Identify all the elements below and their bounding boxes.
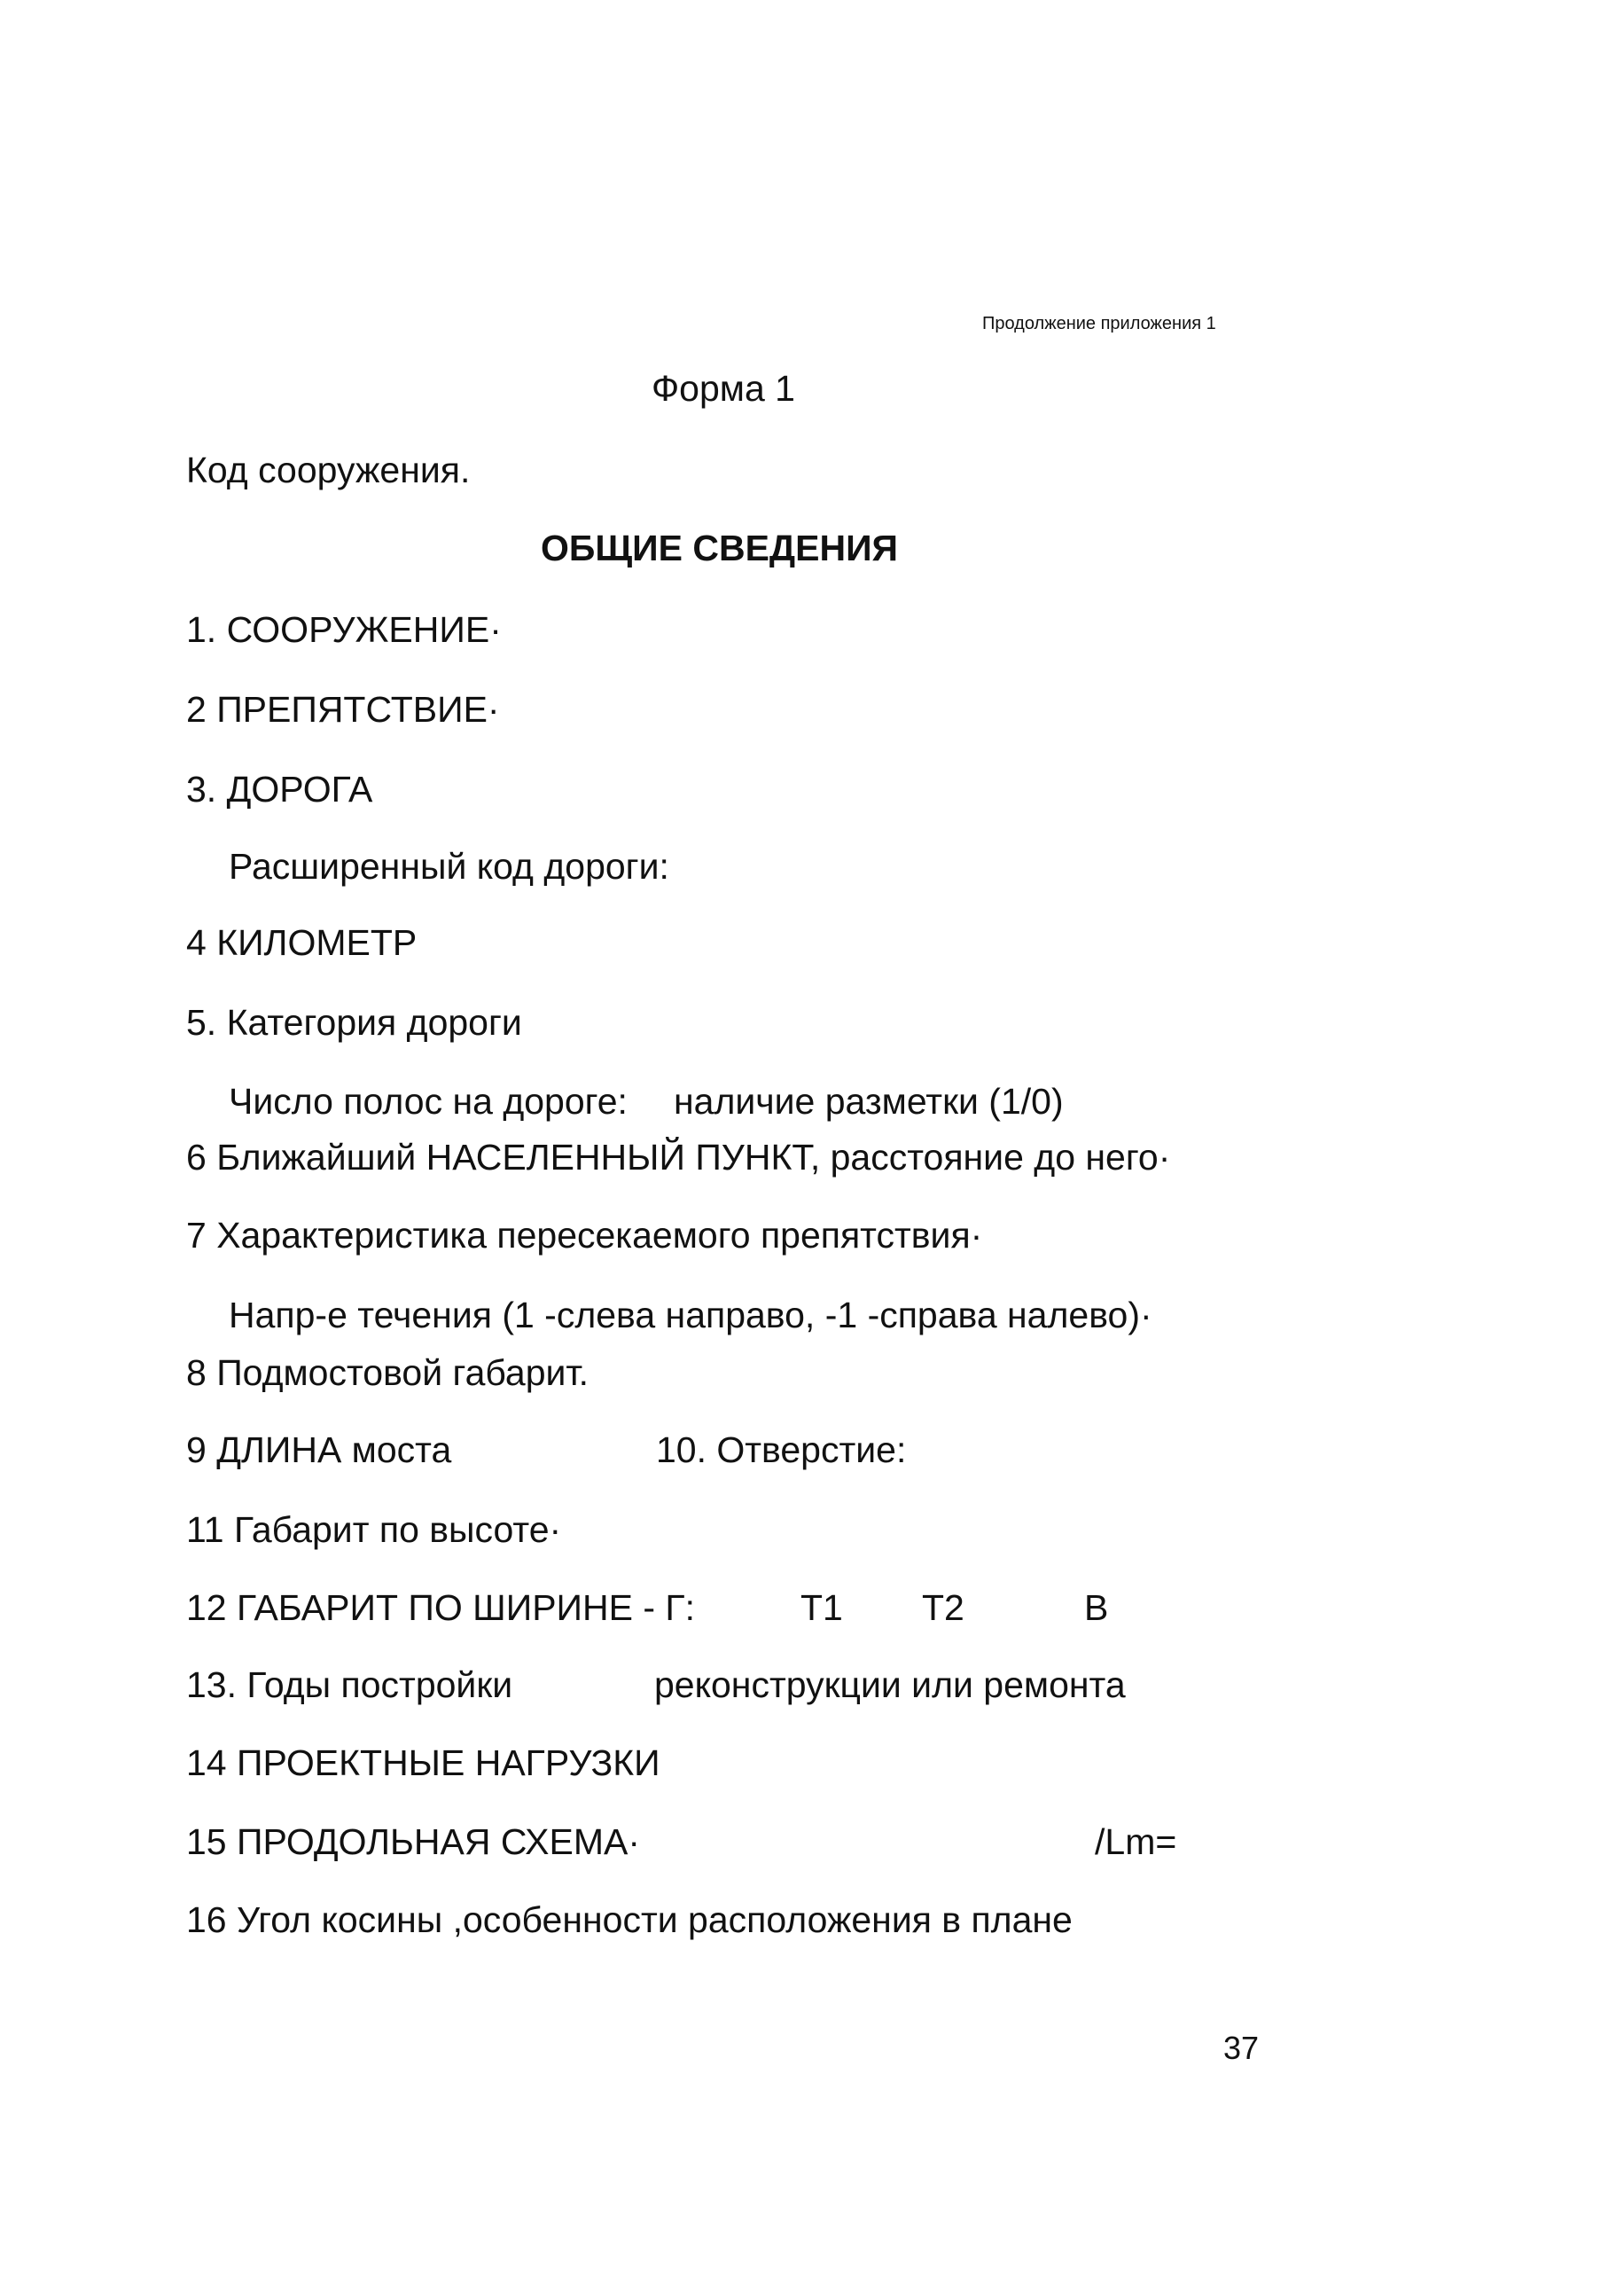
item-under-bridge-clearance: 8 Подмостовой габарит. (186, 1352, 589, 1393)
item-skew-angle: 16 Угол косины ,особенности расположения в плане (186, 1899, 1073, 1940)
item-design-loads: 14 ПРОЕКТНЫЕ НАГРУЗКИ (186, 1742, 660, 1783)
item-longitudinal-scheme: 15 ПРОДОЛЬНАЯ СХЕМА· (186, 1821, 641, 1862)
page-number: 37 (1223, 2030, 1260, 2066)
item-road-category: 5. Категория дороги (186, 1002, 522, 1043)
item-height-clearance: 11 Габарит по высоте· (186, 1509, 562, 1550)
item-width-t2: Т2 (922, 1587, 964, 1628)
item-construction-years: 13. Годы постройки (186, 1664, 513, 1705)
form-label: Форма 1 (652, 368, 795, 409)
item-obstacle-characteristics: 7 Характеристика пересекаемого препятствия· (186, 1215, 983, 1256)
item-bridge-length: 9 ДЛИНА моста (186, 1429, 452, 1470)
item-structure: 1. СООРУЖЕНИЕ· (186, 609, 502, 650)
item-kilometer: 4 КИЛОМЕТР (186, 922, 418, 963)
item-nearest-settlement: 6 Ближайший НАСЕЛЕННЫЙ ПУНКТ, расстояние до него· (186, 1137, 1171, 1178)
item-road: 3. ДОРОГА (186, 769, 373, 810)
section-title: ОБЩИЕ СВЕДЕНИЯ (541, 528, 899, 568)
item-flow-direction: Напр-е течения (1 -слева направо, -1 -справа налево)· (229, 1295, 1152, 1335)
item-opening: 10. Отверстие: (656, 1429, 907, 1470)
item-width-t1: Т1 (800, 1587, 843, 1628)
item-marking: наличие разметки (1/0) (674, 1081, 1064, 1122)
item-width-clearance: 12 ГАБАРИТ ПО ШИРИНЕ - Г: (186, 1587, 695, 1628)
continuation-note: Продолжение приложения 1 (982, 314, 1216, 333)
item-width-b: В (1084, 1587, 1109, 1628)
structure-code-label: Код сооружения. (186, 450, 471, 490)
item-lane-count: Число полос на дороге: (229, 1081, 628, 1122)
item-obstacle: 2 ПРЕПЯТСТВИЕ· (186, 689, 500, 730)
item-lm: /Lm= (1095, 1821, 1177, 1862)
item-reconstruction: реконструкции или ремонта (654, 1664, 1126, 1705)
item-road-extended-code: Расширенный код дороги: (229, 846, 669, 887)
